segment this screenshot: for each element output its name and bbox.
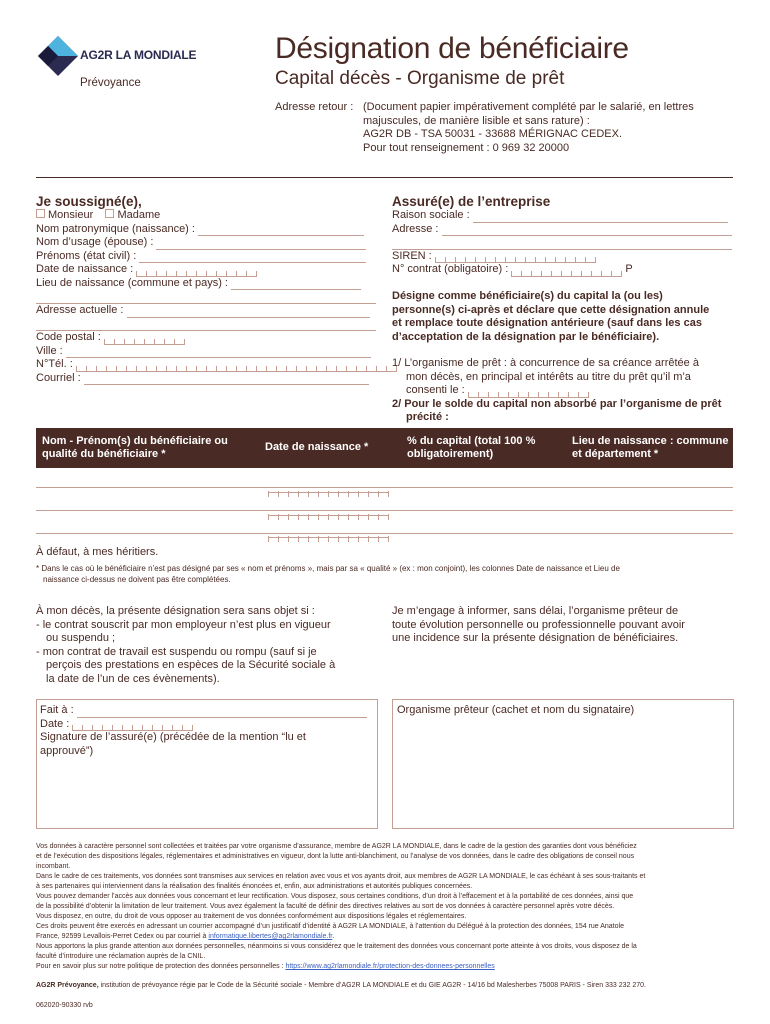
table-row-date-3[interactable] <box>268 520 389 538</box>
code-postal-label: Code postal : <box>36 331 101 343</box>
legal-line: Vous disposez, en outre, du droit de vous opposer au traitement de vos données conformément aux dispositions légales et réglementaires. <box>36 913 467 920</box>
entreprise-adresse-field-2[interactable] <box>392 239 732 250</box>
date-naissance-field[interactable] <box>136 268 257 277</box>
signature-label: Signature de l’assuré(e) (précédée de la mention “lu et <box>40 731 306 743</box>
madame-checkbox[interactable] <box>105 209 114 218</box>
monsieur-label: Monsieur <box>48 209 94 221</box>
brand-name: AG2R LA MONDIALE <box>80 48 197 62</box>
courriel-field[interactable] <box>84 374 369 385</box>
legal-line: faculté d’introduire une réclamation auprès de la CNIL. <box>36 953 206 960</box>
legal-line: Ces droits peuvent être exercés en adressant un courrier accompagné d’un justificatif d’identité à AG2R LA MONDIALE, à l’attention du Délégué à la protection des données, 154 rue Anatole <box>36 923 624 930</box>
point1-line: mon décès, en principal et intérêts au titre du prêt qu’il m’a <box>406 370 691 383</box>
date-naissance-label: Date de naissance : <box>36 263 134 275</box>
adresse-label: Adresse actuelle : <box>36 304 124 316</box>
nom-usage-label: Nom d’usage (épouse) : <box>36 236 154 248</box>
nom-usage-field[interactable] <box>156 239 366 250</box>
ag2r-logo-icon <box>36 34 80 78</box>
preteur-label: Organisme prêteur (cachet et nom du signataire) <box>397 704 635 716</box>
designation-line: Désigne comme bénéficiaire(s) du capital la (ou les) <box>392 290 663 302</box>
entreprise-adresse-field[interactable] <box>442 225 732 236</box>
code-postal-field[interactable] <box>104 336 185 345</box>
contrat-field[interactable] <box>511 268 622 277</box>
table-row-date-2[interactable] <box>268 498 389 516</box>
engage-line: une incidence sur la présente désignation de bénéficiaires. <box>392 632 679 644</box>
page-title: Désignation de bénéficiaire <box>275 32 629 65</box>
address-fields <box>36 304 376 385</box>
left-fields <box>36 209 376 304</box>
lieu-naissance-field-2[interactable] <box>36 293 376 304</box>
point1-line: consenti le : <box>406 384 465 396</box>
contrat-label: N° contrat (obligatoire) : <box>392 263 509 275</box>
legal-line: et de l’exécution des dispositions légales, réglementaires et administratives en vigueur, dont la lutte anti-blanchiment, ou l’analyse de vos données, dans le cadre des obligations de conseil nous <box>36 853 635 860</box>
nom-patronymique-field[interactable] <box>198 225 364 236</box>
footnote-line: * Dans le cas où le bénéficiaire n’est pas désigné par ses « nom et prénoms », mais par sa « qualité » (ex : mon conjoint), les colonnes Date de naissance et Lieu de <box>36 564 620 573</box>
legal-line: à ses partenaires qui interviennent dans la réalisation des finalités énoncées et, enfin, aux administrations et autorités publiques concernées. <box>36 883 473 890</box>
header-divider <box>36 177 733 178</box>
preteur-box[interactable] <box>392 699 734 829</box>
col-pourcentage: % du capital (total 100 % obligatoirement) <box>407 434 536 460</box>
engage-line: toute évolution personnelle ou professionnelle pouvant avoir <box>392 618 685 631</box>
engagement-text <box>392 605 737 646</box>
deces-line: À mon décès, la présente désignation sera sans objet si : <box>36 605 315 617</box>
tel-field[interactable] <box>76 363 397 372</box>
table-row-date-1[interactable] <box>268 475 389 493</box>
point2-line: précité : <box>406 411 449 423</box>
deces-conditions <box>36 605 376 686</box>
courriel-label: Courriel : <box>36 371 81 384</box>
legal-line: Vous pouvez demander l’accès aux données vous concernant et leur rectification. Vous disposez, sous certaines conditions, d’un droit à l’effacement et à la portabilité de ces données, ainsi que <box>36 893 634 900</box>
deces-line: - mon contrat de travail est suspendu ou rompu (sauf si je <box>36 645 317 658</box>
date-label: Date : <box>40 717 70 730</box>
legal-line: France, 92599 Levallois-Perret Cedex ou par courriel à <box>36 933 207 940</box>
col-lieu: Lieu de naissance : commune et département * <box>572 434 729 460</box>
col-date: Date de naissance * <box>265 441 369 454</box>
fait-label: Fait à : <box>40 704 74 716</box>
entreprise-adresse-label: Adresse : <box>392 222 439 235</box>
date-field[interactable] <box>72 722 193 731</box>
address-line: AG2R DB - TSA 50031 - 33688 MÉRIGNAC CEDEX. <box>363 128 623 140</box>
deces-line: - le contrat souscrit par mon employeur n’est plus en vigueur <box>36 618 331 631</box>
monsieur-checkbox[interactable] <box>36 209 45 218</box>
designation-line: et remplace toute désignation antérieure (sauf dans les cas <box>392 317 702 329</box>
raison-sociale-label: Raison sociale : <box>392 209 470 221</box>
return-address <box>275 101 733 155</box>
date-pret-field[interactable] <box>468 389 589 398</box>
footnote-line: naissance ci-dessus ne doivent pas être complétées. <box>43 575 231 584</box>
address-line: majuscules, de manière lisible et sans rature) : <box>363 114 590 127</box>
lieu-naissance-field[interactable] <box>231 279 361 290</box>
deces-line: la date de l’un de ces évènements). <box>46 672 220 685</box>
legal-text: Vos données à caractère personnel sont collectées et traitées par votre organisme d’assurance, membre de AG2R LA MONDIALE, dans le cadre de la gestion des garanties dont vous bénéficiez et de l’exécution des dispositions légales, réglementaires et administratives en vigueur, dont la lutte anti-blanchiment, ou l’analyse de vos données, dans le cadre des obligations de conseil nous incombant. Dans le cadre de ces traitements, vos données sont transmises aux services en relation avec vous et vos ayants droit, aux membres de AG2R LA MONDIALE, le cas échéant à ses sous-traitants et à ses partenaires qui interviennent dans la réalisation des finalités énoncées et, enfin, aux administrations et autorités publiques concernées. Vous pouvez demander l’accès aux données vous concernant et leur rectification. Vous disposez, sous certaines conditions, d’un droit à l’effacement et à la portabilité de ces données, ainsi que de la possibilité d’obtenir la limitation de leur traitement. Vous avez également la faculté de définir des directives relatives au sort de vos données à caractère personnel après votre décès. Vous disposez, en outre, du droit de vous opposer au traitement de vos données conformément aux dispositions légales et réglementaires. Ces droits peuvent être exercés en adressant un courrier accompagné d’un justificatif d’identité à AG2R LA MONDIALE, à l’attention du Délégué à la protection des données, 154 rue Anatole France, 92599 Levallois-Perret Cedex ou par courriel à informatique.libertes@ag2rlamondiale.fr. Nous apportons la plus grande attention aux données personnelles, néanmoins si vous considérez que le traitement des données vous concernant porte atteinte à vos droits, vous disposez de la faculté d’introduire une réclamation auprès de la CNIL. Pour en savoir plus sur notre politique de protection des données personnelles : https://www.ag2rlamondiale.fr/protection-des-donnees-personnelles <box>36 842 736 972</box>
designation-text <box>392 290 737 344</box>
footer-rest: institution de prévoyance régie par le Code de la Sécurité sociale - Membre d’AG2R LA MONDIALE et du GIE AG2R - 14/16 bd Malesherbes 75008 PARIS - Siren 333 232 270. <box>98 982 646 989</box>
legal-line: incombant. <box>36 863 71 870</box>
legal-line: Dans le cadre de ces traitements, vos données sont transmises aux services en relation avec vous et vos ayants droit, aux membres de AG2R LA MONDIALE, le cas échéant à ses sous-traitants et <box>36 873 646 880</box>
madame-label: Madame <box>117 209 161 221</box>
beneficiaries-table-header <box>36 428 733 468</box>
right-fields <box>392 209 732 277</box>
engage-line: Je m’engage à informer, sans délai, l’organisme prêteur de <box>392 605 679 617</box>
right-heading: Assuré(e) de l’entreprise <box>392 194 551 209</box>
deces-line: ou suspendu ; <box>46 632 116 644</box>
adresse-field[interactable] <box>127 307 370 318</box>
raison-sociale-field[interactable] <box>473 212 728 223</box>
page-subtitle: Capital décès - Organisme de prêt <box>275 68 565 89</box>
lieu-naissance-label: Lieu de naissance (commune et pays) : <box>36 276 228 289</box>
prenoms-label: Prénoms (état civil) : <box>36 249 137 262</box>
point-1 <box>392 357 737 425</box>
designation-line: d’acceptation de la désignation par le bénéficiaire). <box>392 330 660 343</box>
deces-line: perçois des prestations en espèces de la Sécurité sociale à <box>46 659 336 671</box>
document-ref: 062020-90330 rvb <box>36 1002 93 1009</box>
designation-line: personne(s) ci-après et déclare que cette désignation annule <box>392 303 710 316</box>
siren-label: SIREN : <box>392 249 432 262</box>
privacy-email-link[interactable]: informatique.libertes@ag2rlamondiale.fr <box>208 933 333 940</box>
legal-line: Pour en savoir plus sur notre politique de protection des données personnelles : <box>36 963 284 970</box>
footer-bold: AG2R Prévoyance, <box>36 982 99 989</box>
ville-field[interactable] <box>66 347 371 358</box>
point2-line: 2/ Pour le solde du capital non absorbé par l’organisme de prêt <box>392 397 722 410</box>
signature-label: approuvé”) <box>40 744 94 757</box>
prenoms-field[interactable] <box>139 252 366 263</box>
address-line: Pour tout renseignement : 0 969 32 20000 <box>363 141 570 154</box>
contrat-suffix: P <box>625 263 633 275</box>
col-nom: Nom - Prénom(s) du bénéficiaire ou qualité du bénéficiaire * <box>42 434 228 460</box>
tel-label: N°Tél. : <box>36 358 73 370</box>
privacy-policy-link[interactable]: https://www.ag2rlamondiale.fr/protection-des-donnees-personnelles <box>285 963 495 970</box>
address-label: Adresse retour : <box>275 101 354 113</box>
siren-field[interactable] <box>435 254 596 263</box>
left-heading: Je soussigné(e), <box>36 194 142 209</box>
fait-field[interactable] <box>77 707 367 718</box>
legal-line: Nous apportons la plus grande attention aux données personnelles, néanmoins si vous considérez que le traitement des données vous concernant porte atteinte à vos droits, vous disposez de la <box>36 943 637 950</box>
ville-label: Ville : <box>36 344 63 357</box>
legal-line: Vos données à caractère personnel sont collectées et traitées par votre organisme d’assurance, membre de AG2R LA MONDIALE, dans le cadre de la gestion des garanties dont vous bénéficiez <box>36 843 637 850</box>
footer-legal <box>36 981 736 991</box>
nom-patronymique-label: Nom patronymique (naissance) : <box>36 222 195 235</box>
footnote <box>36 563 736 585</box>
adresse-field-2[interactable] <box>36 320 376 331</box>
division-name: Prévoyance <box>80 77 141 89</box>
point1-line: 1/ L’organisme de prêt : à concurrence de sa créance arrêtée à <box>392 357 699 369</box>
legal-line: de la possibilité d’obtenir la limitation de leur traitement. Vous avez également la faculté de définir des directives relatives au sort de vos données à caractère personnel après votre décès. <box>36 903 615 910</box>
address-line: (Document papier impérativement complété par le salarié, en lettres <box>363 101 694 113</box>
defaut-text: À défaut, à mes héritiers. <box>36 546 159 558</box>
signature-fields <box>40 704 374 758</box>
